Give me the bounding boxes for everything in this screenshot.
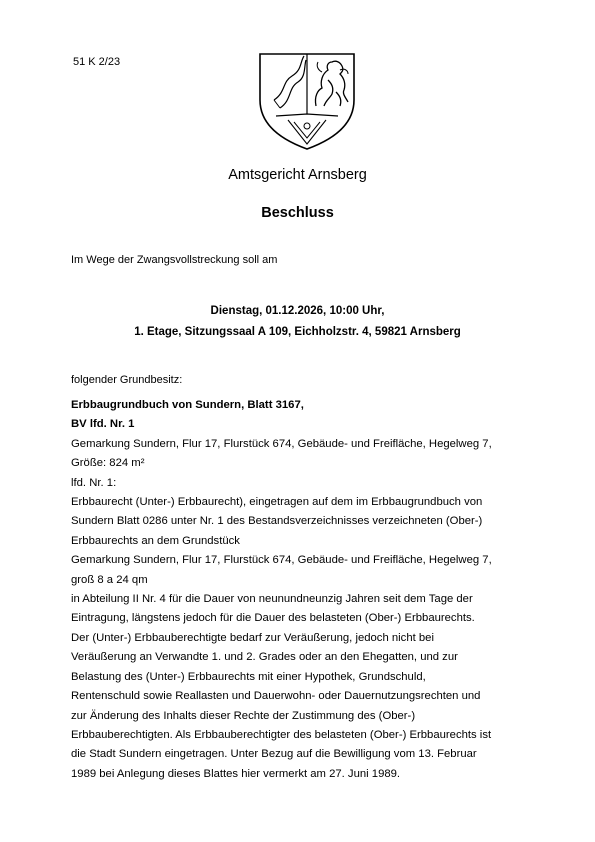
hearing-date: Dienstag, 01.12.2026, 10:00 Uhr,: [210, 305, 385, 317]
body-line: Rentenschuld sowie Reallasten und Dauerwohn- oder Dauernutzungsrechten und: [71, 690, 481, 703]
body-line: Erbbaurecht (Unter-) Erbbaurecht), eingetragen auf dem im Erbbaugrundbuch von: [71, 496, 483, 509]
property-description: [71, 396, 541, 784]
body-line: Der (Unter-) Erbbauberechtigte bedarf zur Veräußerung, jedoch nicht bei: [71, 631, 434, 644]
inventory-number-heading: BV lfd. Nr. 1: [71, 418, 135, 431]
body-line: Gemarkung Sundern, Flur 17, Flurstück 674, Gebäude- und Freifläche, Hegelweg 7,: [71, 554, 492, 567]
hearing-location: 1. Etage, Sitzungssaal A 109, Eichholzstr. 4, 59821 Arnsberg: [134, 326, 461, 338]
body-line: Sundern Blatt 0286 unter Nr. 1 des Bestandsverzeichnisses verzeichneten (Ober-): [71, 515, 483, 528]
body-line: Veräußerung an Verwandte 1. und 2. Grades oder an den Ehegatten, und zur: [71, 651, 458, 664]
body-line: Gemarkung Sundern, Flur 17, Flurstück 674, Gebäude- und Freifläche, Hegelweg 7,: [71, 437, 492, 450]
document-title: Beschluss: [261, 205, 334, 221]
body-line: Erbbauberechtigten. Als Erbbauberechtigter des belasteten (Ober-) Erbbaurechts ist: [71, 728, 492, 741]
body-line: lfd. Nr. 1:: [71, 476, 117, 489]
body-line: groß 8 a 24 qm: [71, 573, 148, 586]
body-line: Erbbaurechts an dem Grundstück: [71, 534, 240, 547]
coat-of-arms-icon: [256, 48, 358, 152]
court-name: Amtsgericht Arnsberg: [228, 167, 367, 183]
body-line: zur Änderung des Inhalts dieser Rechte der Zustimmung des (Ober-): [71, 709, 416, 722]
body-line: 1989 bei Anlegung dieses Blattes hier vermerkt am 27. Juni 1989.: [71, 767, 401, 780]
property-label: folgender Grundbesitz:: [71, 374, 183, 386]
body-line: Größe: 824 m²: [71, 457, 145, 470]
hearing-date-block: [0, 301, 595, 343]
body-line: in Abteilung II Nr. 4 für die Dauer von neunundneunzig Jahren seit dem Tage der: [71, 593, 473, 606]
body-line: die Stadt Sundern eingetragen. Unter Bezug auf die Bewilligung vom 13. Februar: [71, 748, 477, 761]
case-number: 51 K 2/23: [73, 56, 121, 68]
intro-text: Im Wege der Zwangsvollstreckung soll am: [71, 254, 278, 266]
body-line: Eintragung, längstens jedoch für die Dauer des belasteten (Ober-) Erbbaurechts.: [71, 612, 475, 625]
land-register-heading: Erbbaugrundbuch von Sundern, Blatt 3167,: [71, 399, 304, 411]
body-line: Belastung des (Unter-) Erbbaurechts mit einer Hypothek, Grundschuld,: [71, 670, 426, 683]
